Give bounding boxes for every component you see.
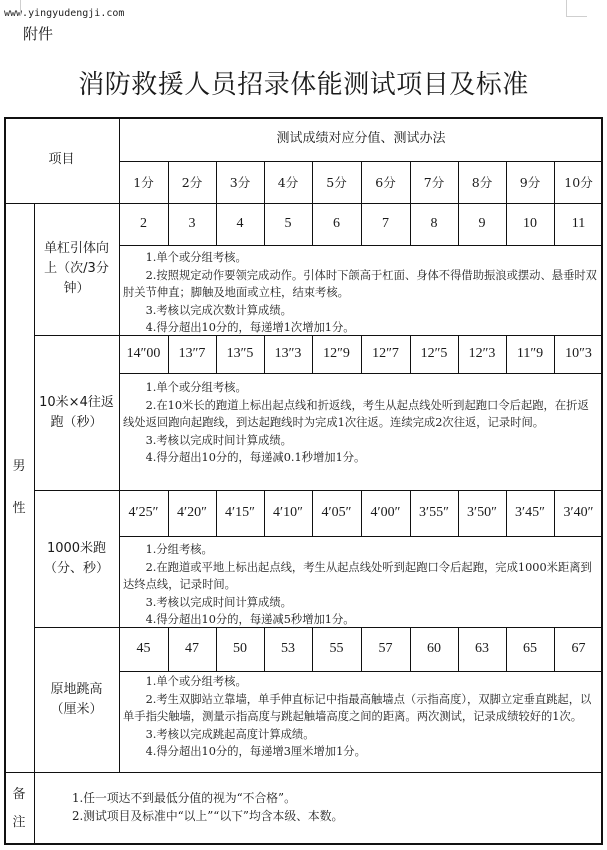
table-rule (34, 335, 603, 336)
test-method-step: 1.分组考核。 (145, 543, 213, 556)
table-rule (264, 203, 265, 245)
score-value-cell: 14″00 (126, 346, 161, 361)
table-rule (361, 490, 362, 536)
score-column-header: 9分 (519, 175, 541, 190)
score-header: 测试成绩对应分值、测试办法 (276, 131, 446, 146)
table-rule (361, 627, 362, 671)
table-rule (216, 203, 217, 245)
table-rule (312, 335, 313, 373)
table-rule (34, 203, 35, 845)
score-value-cell: 4′05″ (321, 505, 352, 520)
test-method-step: 1.单个或分组考核。 (145, 675, 247, 688)
table-rule (361, 203, 362, 245)
table-border-left (4, 117, 7, 845)
table-rule (554, 627, 555, 671)
table-border-bottom (4, 843, 603, 846)
test-method-step: 1.单个或分组考核。 (145, 251, 247, 264)
test-method-step: 4.得分超出10分的，每递减5秒增加1分。 (145, 613, 355, 627)
table-rule (554, 203, 555, 245)
score-value-cell: 55 (329, 641, 344, 656)
test-method-text (123, 379, 599, 490)
score-value-cell: 63 (475, 641, 489, 656)
score-column-header: 2分 (181, 175, 203, 190)
score-value-cell: 4 (236, 216, 244, 231)
score-column-header: 10分 (564, 175, 593, 190)
score-value-cell: 4′15″ (225, 505, 255, 520)
table-rule (506, 161, 507, 203)
score-value-cell: 57 (378, 641, 393, 656)
remarks-label (4, 772, 34, 845)
table-rule (264, 161, 265, 203)
score-value-cell: 4′25″ (128, 505, 159, 520)
table-rule (458, 627, 459, 671)
test-method-step: 3.考核以完成跳起高度计算成绩。 (145, 727, 315, 741)
table-rule (554, 161, 555, 203)
table-rule (458, 161, 459, 203)
score-value-cell: 10″3 (565, 346, 592, 361)
table-rule (361, 335, 362, 373)
score-column-header: 5分 (326, 175, 347, 190)
remarks-text (34, 772, 603, 845)
score-value-cell: 50 (233, 641, 247, 656)
test-method-step: 4.得分超出10分的，每递增3厘米增加1分。 (145, 745, 366, 759)
page-corner-mark-right (566, 0, 587, 17)
table-rule (216, 335, 217, 373)
table-rule (554, 490, 555, 536)
score-column-header: 3分 (229, 175, 251, 190)
table-rule (506, 627, 507, 671)
item-header: 项目 (48, 152, 75, 167)
table-rule (312, 203, 313, 245)
score-value-cell: 10 (523, 216, 537, 231)
test-method-step: 4.得分超出10分的，每递增1次增加1分。 (145, 321, 355, 335)
score-value-cell: 12″9 (323, 346, 350, 361)
table-rule (458, 203, 459, 245)
gender-label-char-1: 男 (12, 458, 26, 474)
remark-2: 2.测试项目及标准中“以上”“以下”均含本级、本数。 (72, 809, 344, 823)
table-rule (168, 203, 169, 245)
score-column-header: 7分 (423, 175, 445, 190)
test-method-step: 3.考核以完成次数计算成绩。 (145, 303, 292, 317)
page-corner-mark-left (20, 0, 21, 16)
score-value-cell: 12″3 (468, 346, 496, 361)
score-value-cell: 6 (333, 216, 340, 231)
score-value-cell: 13″7 (178, 346, 206, 361)
table-rule (264, 627, 265, 671)
score-column-header: 1分 (133, 175, 154, 190)
test-method-step: 2.在跑道或平地上标出起点线，考生从起点线处听到起跑口令后起跑，完成1000米距离到达终点线，记录时间。 (123, 560, 592, 592)
score-value-cell: 11 (571, 216, 586, 231)
table-rule (34, 627, 603, 628)
score-value-cell: 53 (281, 641, 295, 656)
score-value-cell: 47 (185, 641, 199, 656)
table-rule (4, 772, 603, 773)
score-value-cell: 12″7 (372, 346, 399, 361)
test-method-step: 2.考生双脚站立靠墙，单手伸直标记中指最高触墙点（示指高度），双脚立定垂直跳起，以单手指尖触墙，测量示指高度与跳起触墙高度之间的距离。两次测试，记录成绩较好的1次。 (123, 692, 592, 724)
table-rule (506, 203, 507, 245)
score-value-cell: 3 (188, 216, 196, 231)
score-value-cell: 60 (427, 641, 441, 656)
table-rule (506, 490, 507, 536)
score-value-cell: 4′00″ (370, 505, 401, 520)
table-rule (410, 203, 411, 245)
table-rule (458, 490, 459, 536)
score-column-header: 6分 (375, 175, 396, 190)
table-rule (216, 161, 217, 203)
table-rule (506, 335, 507, 373)
score-value-cell: 3′50″ (467, 505, 497, 520)
score-value-cell: 12″5 (420, 346, 448, 361)
score-value-cell: 5 (284, 216, 292, 231)
score-column-header: 4分 (277, 175, 299, 190)
score-value-cell: 7 (382, 216, 389, 231)
test-method-step: 3.考核以完成时间计算成绩。 (145, 433, 292, 447)
table-rule (216, 490, 217, 536)
test-method-text (123, 541, 599, 627)
test-method-step: 2.在10米长的跑道上标出起点线和折返线，考生从起点线处听到起跑口令后起跑，在折返线处返回跑向起跑线，到达起跑线时为完成1次往返。连续完成2次往返，记录时间。 (123, 398, 589, 430)
score-value-cell: 9 (478, 216, 486, 231)
score-value-cell: 3′55″ (419, 505, 449, 520)
table-rule (312, 161, 313, 203)
table-rule (264, 490, 265, 536)
test-method-step: 3.考核以完成时间计算成绩。 (145, 595, 292, 609)
score-value-cell: 4′10″ (273, 505, 303, 520)
test-method-text (123, 249, 599, 335)
table-rule (554, 335, 555, 373)
test-method-text (123, 673, 599, 772)
table-rule (410, 161, 411, 203)
test-method-step: 1.单个或分组考核。 (145, 381, 247, 394)
item-name: 单杠引体向上（次/3分钟） (43, 241, 109, 296)
table-rule (4, 203, 603, 204)
item-name: 1000米跑（分、秒） (43, 540, 109, 576)
score-value-cell: 2 (140, 216, 147, 231)
gender-label-char-2: 性 (12, 500, 26, 516)
table-border-right (601, 117, 604, 845)
score-value-cell: 4′20″ (177, 505, 207, 520)
table-rule (168, 161, 169, 203)
table-rule (216, 627, 217, 671)
table-rule (458, 335, 459, 373)
table-rule (264, 335, 265, 373)
table-rule (410, 335, 411, 373)
remark-1: 1.任一项达不到最低分值的视为“不合格”。 (72, 791, 296, 805)
standards-table (4, 117, 603, 845)
score-value-cell: 8 (430, 216, 438, 231)
item-name: 10米×4往返跑（秒） (39, 394, 114, 430)
document-title: 消防救援人员招录体能测试项目及标准 (78, 70, 529, 100)
table-rule (410, 627, 411, 671)
table-rule (410, 490, 411, 536)
table-rule (34, 490, 603, 491)
table-rule (312, 627, 313, 671)
table-rule (361, 161, 362, 203)
table-rule (168, 627, 169, 671)
remarks-label-char-1: 备 (12, 786, 26, 802)
remarks-label-char-2: 注 (12, 814, 26, 830)
score-value-cell: 13″5 (226, 346, 254, 361)
score-value-cell: 3′45″ (515, 505, 545, 520)
table-rule (119, 117, 120, 772)
score-value-cell: 13″3 (274, 346, 302, 361)
table-border-top (4, 117, 603, 120)
gender-label (4, 203, 34, 772)
score-value-cell: 3′40″ (563, 505, 594, 520)
score-value-cell: 45 (136, 641, 151, 656)
table-rule (312, 490, 313, 536)
score-column-header: 8分 (471, 175, 493, 190)
score-value-cell: 67 (571, 641, 586, 656)
score-value-cell: 11″9 (516, 346, 544, 361)
score-value-cell: 65 (523, 641, 537, 656)
attachment-label: 附件 (23, 25, 54, 43)
table-rule (168, 490, 169, 536)
item-name: 原地跳高（厘米） (50, 681, 103, 717)
watermark-text: www.yingyudengji.com (4, 8, 125, 19)
test-method-step: 2.按照规定动作要领完成动作。引体时下颌高于杠面、身体不得借助振浪或摆动、悬垂时双肘关节伸直；脚触及地面或立柱，结束考核。 (123, 268, 597, 300)
test-method-step: 4.得分超出10分的，每递减0.1秒增加1分。 (145, 451, 366, 465)
table-rule (168, 335, 169, 373)
